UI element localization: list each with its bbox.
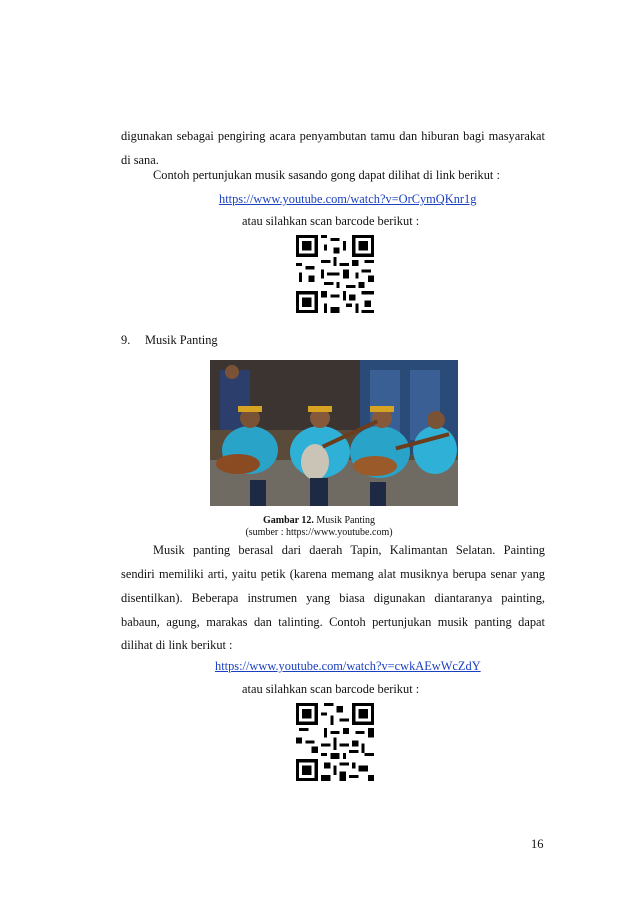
- scan-instruction-text: atau silahkan scan barcode berikut :: [242, 682, 420, 696]
- scan-instruction-text: atau silahkan scan barcode berikut :: [242, 214, 420, 228]
- paragraph-line: disentilkan). Beberapa instrumen yang biasa digunakan diantaranya painting,: [121, 591, 545, 605]
- musik-panting-photo: [210, 360, 458, 506]
- paragraph-line: dilihat di link berikut :: [121, 638, 233, 652]
- panting-youtube-link[interactable]: https://www.youtube.com/watch?v=cwkAEwWcZdY: [215, 659, 481, 673]
- paragraph-line: sendiri memiliki arti, yaitu petik (karena memang alat musiknya berupa senar yang: [121, 567, 545, 581]
- figure-caption: [0, 515, 638, 527]
- paragraph-line: Musik panting berasal dari daerah Tapin, Kalimantan Selatan. Painting: [153, 543, 545, 557]
- figure-title: Musik Panting: [316, 515, 376, 526]
- paragraph-line: di sana.: [121, 153, 159, 167]
- sasando-intro-text: Contoh pertunjukan musik sasando gong dapat dilihat di link berikut :: [153, 168, 500, 182]
- section-title: Musik Panting: [145, 333, 218, 347]
- figure-label: Gambar 12.: [262, 515, 314, 526]
- paragraph-line: babaun, agung, marakas dan talinting. Contoh pertunjukan musik panting dapat: [121, 615, 545, 629]
- sasando-qr-code[interactable]: [296, 235, 374, 313]
- sasando-youtube-link[interactable]: https://www.youtube.com/watch?v=OrCymQKnr1g: [219, 192, 477, 206]
- figure-source: (sumber : https://www.youtube.com): [245, 527, 393, 538]
- page-number: 16: [531, 837, 544, 851]
- panting-qr-code[interactable]: [296, 703, 374, 781]
- paragraph-line: digunakan sebagai pengiring acara penyambutan tamu dan hiburan bagi masyarakat: [121, 129, 545, 143]
- section-number: 9.: [121, 333, 131, 347]
